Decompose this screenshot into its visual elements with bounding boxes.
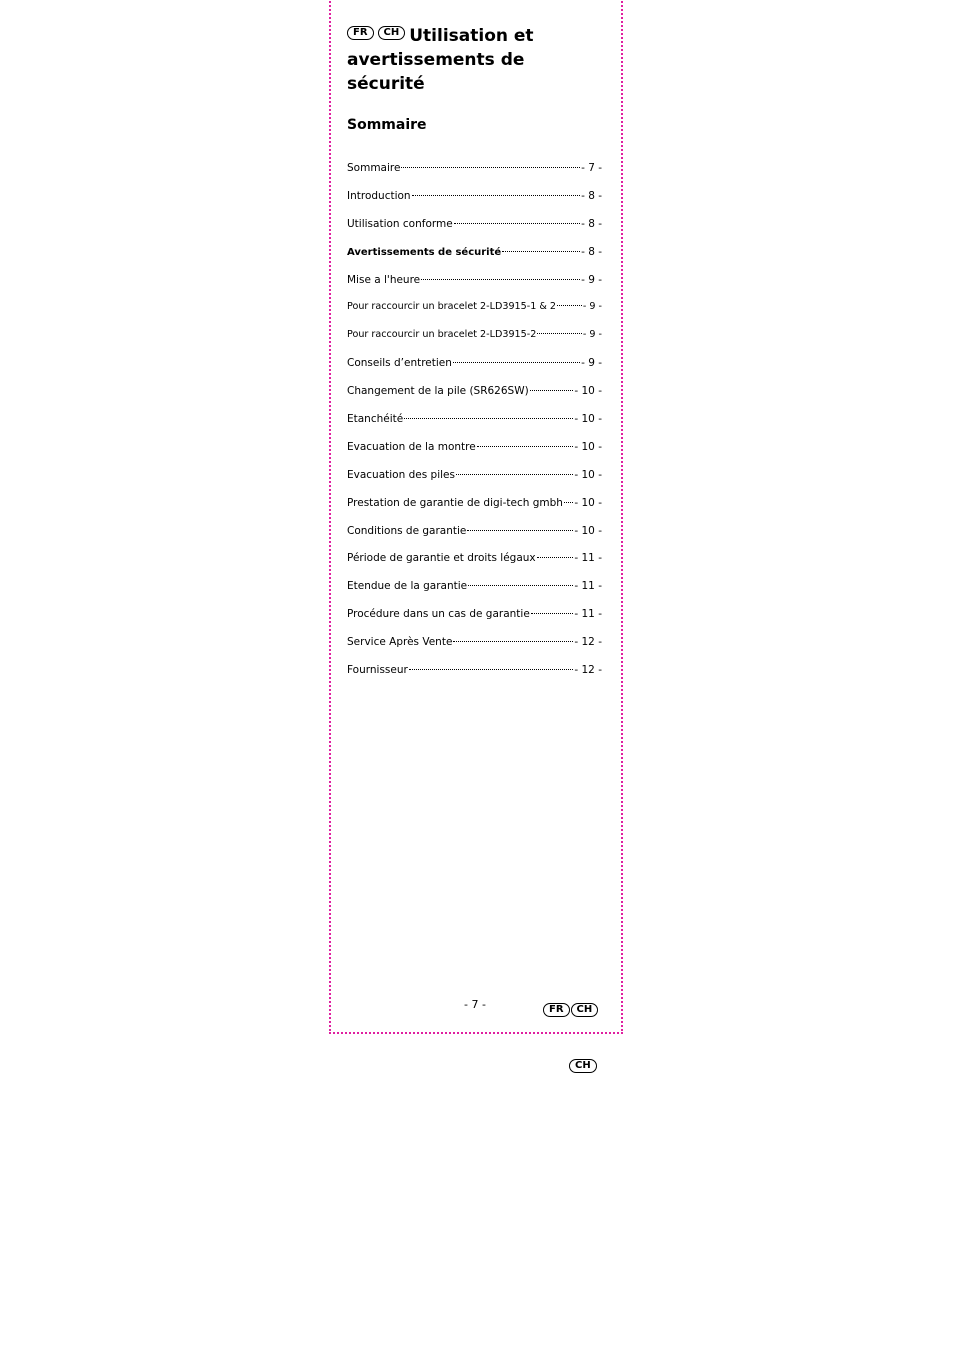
toc-entry-page: - 8 - bbox=[581, 189, 602, 202]
toc-entry-label: Utilisation conforme bbox=[347, 217, 453, 230]
dot-leader bbox=[421, 279, 580, 280]
toc-entry-label: Mise a l'heure bbox=[347, 273, 421, 286]
toc-entry[interactable] bbox=[347, 664, 602, 692]
dot-leader bbox=[401, 167, 580, 168]
toc-entry-label: Evacuation des piles bbox=[347, 468, 455, 481]
toc-entry[interactable] bbox=[347, 274, 602, 302]
toc-entry-label: Pour raccourcir un bracelet 2-LD3915-1 & 2 bbox=[347, 301, 557, 313]
toc-entry-label: Conditions de garantie bbox=[347, 524, 467, 537]
toc-entry-page: - 9 - bbox=[581, 273, 602, 286]
page-title bbox=[347, 24, 607, 96]
toc-entry-page: - 9 - bbox=[581, 357, 602, 370]
toc-entry[interactable] bbox=[347, 441, 602, 469]
toc-entry-current[interactable] bbox=[347, 246, 602, 274]
toc-entry[interactable] bbox=[347, 190, 602, 218]
toc-entry[interactable] bbox=[347, 580, 602, 608]
toc-entry[interactable] bbox=[347, 301, 602, 329]
toc-entry[interactable] bbox=[347, 636, 602, 664]
footer-language-badges bbox=[543, 999, 599, 1018]
toc-entry-label: Etendue de la garantie bbox=[347, 580, 468, 593]
toc-heading: Sommaire bbox=[347, 117, 427, 133]
toc-entry-label: Etanchéité bbox=[347, 413, 404, 426]
toc-entry-label: Introduction bbox=[347, 189, 411, 202]
dot-leader bbox=[412, 195, 580, 196]
page-title-text: Utilisation et avertissements de sécurité bbox=[347, 26, 534, 94]
toc-entry-label: Procédure dans un cas de garantie bbox=[347, 608, 530, 621]
dot-leader bbox=[537, 557, 574, 558]
toc-entry-page: - 8 - bbox=[581, 217, 602, 230]
dot-leader bbox=[453, 362, 580, 363]
toc-entry-page: - 9 - bbox=[582, 301, 602, 313]
toc-entry[interactable] bbox=[347, 385, 602, 413]
toc-entry-label: Conseils d’entretien bbox=[347, 357, 452, 370]
toc-entry-label: Changement de la pile (SR626SW) bbox=[347, 385, 529, 398]
dot-leader bbox=[477, 446, 574, 447]
toc-entry[interactable] bbox=[347, 162, 602, 190]
ch-language-badge: CH bbox=[569, 1059, 597, 1073]
toc-entry-label: Pour raccourcir un bracelet 2-LD3915-2 bbox=[347, 329, 537, 341]
toc-entry[interactable] bbox=[347, 497, 602, 525]
toc-entry-label: Service Après Vente bbox=[347, 636, 453, 649]
toc-entry-page: - 8 - bbox=[581, 245, 602, 258]
toc-entry-page: - 10 - bbox=[574, 385, 602, 398]
dot-leader bbox=[468, 585, 573, 586]
toc-entry-label: Prestation de garantie de digi-tech gmbh bbox=[347, 496, 563, 509]
toc-entry-label: Fournisseur bbox=[347, 664, 408, 677]
fr-language-badge: FR bbox=[543, 1003, 570, 1017]
dot-leader bbox=[564, 502, 573, 503]
table-of-contents bbox=[347, 162, 602, 692]
dot-leader bbox=[530, 390, 574, 391]
ch-language-badge: CH bbox=[378, 26, 406, 40]
dot-leader bbox=[467, 530, 573, 531]
dot-leader bbox=[453, 641, 573, 642]
toc-entry-page: - 12 - bbox=[574, 664, 602, 677]
toc-entry-page: - 10 - bbox=[574, 468, 602, 481]
toc-entry-page: - 7 - bbox=[581, 162, 602, 174]
dot-leader bbox=[557, 305, 582, 306]
dot-leader bbox=[531, 613, 574, 614]
toc-entry[interactable] bbox=[347, 413, 602, 441]
toc-entry-page: - 11 - bbox=[574, 552, 602, 565]
toc-entry-page: - 11 - bbox=[574, 580, 602, 593]
dot-leader bbox=[456, 474, 573, 475]
toc-entry-label: Evacuation de la montre bbox=[347, 440, 476, 453]
toc-entry[interactable] bbox=[347, 525, 602, 553]
dot-leader bbox=[502, 251, 580, 252]
toc-entry-label: Avertissements de sécurité bbox=[347, 246, 502, 258]
toc-entry-page: - 10 - bbox=[574, 496, 602, 509]
dot-leader bbox=[409, 669, 574, 670]
toc-entry-page: - 10 - bbox=[574, 524, 602, 537]
outer-language-marker bbox=[569, 1055, 597, 1074]
toc-entry-page: - 11 - bbox=[574, 608, 602, 621]
page-number: - 7 - bbox=[464, 998, 486, 1011]
toc-entry[interactable] bbox=[347, 469, 602, 497]
toc-entry-page: - 10 - bbox=[574, 440, 602, 453]
toc-entry-page: - 12 - bbox=[574, 636, 602, 649]
toc-entry-page: - 10 - bbox=[574, 413, 602, 426]
toc-entry[interactable] bbox=[347, 552, 602, 580]
toc-entry[interactable] bbox=[347, 357, 602, 385]
toc-entry-page: - 9 - bbox=[582, 329, 602, 341]
fr-language-badge: FR bbox=[347, 26, 374, 40]
toc-entry-label: Période de garantie et droits légaux bbox=[347, 552, 536, 565]
toc-entry-label: Sommaire bbox=[347, 162, 401, 174]
ch-language-badge: CH bbox=[571, 1003, 599, 1017]
dot-leader bbox=[537, 333, 582, 334]
toc-entry[interactable] bbox=[347, 218, 602, 246]
dot-leader bbox=[404, 418, 573, 419]
toc-entry[interactable] bbox=[347, 329, 602, 357]
toc-entry[interactable] bbox=[347, 608, 602, 636]
dot-leader bbox=[454, 223, 580, 224]
